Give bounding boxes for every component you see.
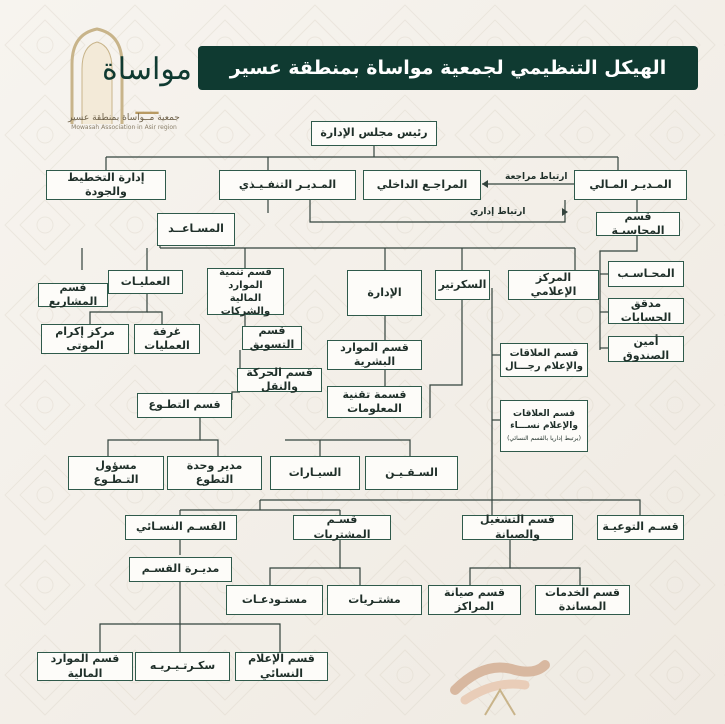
finance-manager-box: المـديـر المـالي — [574, 170, 687, 200]
relations-women-label: قسم العلاقات والإعلام نســـاء — [510, 409, 578, 432]
accounting-dept-box: قسم المحاسبـة — [596, 212, 680, 236]
executive-director-box: المـديـر التنفـيـذي — [219, 170, 356, 200]
procurement-box: قسـم المشتريات — [293, 515, 391, 540]
logo-mark: مواساة — [102, 52, 192, 87]
awareness-box: قسـم التوعيـة — [597, 515, 684, 540]
projects-box: قسم المشاريع — [38, 283, 108, 307]
auditor-box: مدقق الحسابات — [608, 298, 684, 324]
volunteering-box: قسم التطـوع — [137, 393, 232, 418]
admin-link-label: ارتباط إداري — [470, 207, 526, 217]
relations-women-box — [500, 400, 588, 452]
financial-resources-box: قسم الموارد المالية — [37, 652, 133, 681]
support-services-box: قسم الخدمات المساندة — [535, 585, 630, 615]
water-box: السـقـيـن — [365, 456, 458, 490]
assistant-box: المسـاعــد — [157, 213, 235, 246]
operations-box: العمليـات — [108, 270, 183, 294]
purchases-box: مشتـريات — [327, 585, 422, 615]
burial-center-box: مركز إكرام الموتى — [41, 324, 129, 354]
relations-men-box: قسم العلاقات والإعلام رجـــال — [500, 343, 588, 377]
resource-dev-box: قسم تنمية الموارد المالية والشركات — [207, 268, 284, 315]
hr-box: قسم الموارد البشرية — [327, 340, 422, 370]
secretary-box: السكرتير — [435, 270, 490, 300]
warehouses-box: مستـودعـات — [226, 585, 323, 615]
secretariat-box: سكـرتـيـريـه — [135, 652, 230, 681]
it-box: قسمة تقنية المعلومات — [327, 386, 422, 418]
transport-box: قسم الحركة والنقل — [237, 368, 322, 392]
administration-box: الإدارة — [347, 270, 422, 316]
cars-box: السيـارات — [270, 456, 360, 490]
volunteer-unit-manager-box: مدير وحدة التطوع — [167, 456, 262, 490]
womens-media-box: قسم الإعلام النسائي — [235, 652, 328, 681]
svg-text:ـــ: ـــ — [135, 91, 159, 121]
hands-illustration — [445, 620, 555, 720]
review-link-label: ارتباط مراجعة — [505, 172, 568, 182]
logo-name-en: Mowasah Association in Asir region — [71, 124, 177, 131]
center-maintenance-box: قسم صيانة المراكز — [428, 585, 521, 615]
ops-room-box: غرفة العمليات — [134, 324, 200, 354]
ops-maintenance-box: قسم التشغيل والصيانة — [462, 515, 573, 540]
marketing-box: قسم التسويق — [242, 326, 302, 350]
womens-section-box: القسـم النسـائي — [125, 515, 237, 540]
media-center-box: المركز الإعلامي — [508, 270, 599, 300]
logo-name-ar: جمعية مــواساة بمنطقة عسير — [68, 113, 180, 123]
relations-women-note: (يرتبط إداريا بالقسم النسائي) — [507, 434, 581, 442]
planning-quality-box: إدارة التخطيط والجودة — [46, 170, 166, 200]
section-director-box: مديـرة القسـم — [129, 557, 232, 582]
chart-title: الهيكل التنظيمي لجمعية مواساة بمنطقة عسير — [198, 46, 698, 90]
internal-audit-box: المراجـع الداخلي — [363, 170, 481, 200]
accountant-box: المحـاسـب — [608, 261, 684, 287]
volunteer-officer-box: مسؤول التـطـوع — [68, 456, 164, 490]
treasurer-box: أمين الصندوق — [608, 336, 684, 362]
board-chair-box: رئيس مجلس الإدارة — [311, 121, 437, 146]
